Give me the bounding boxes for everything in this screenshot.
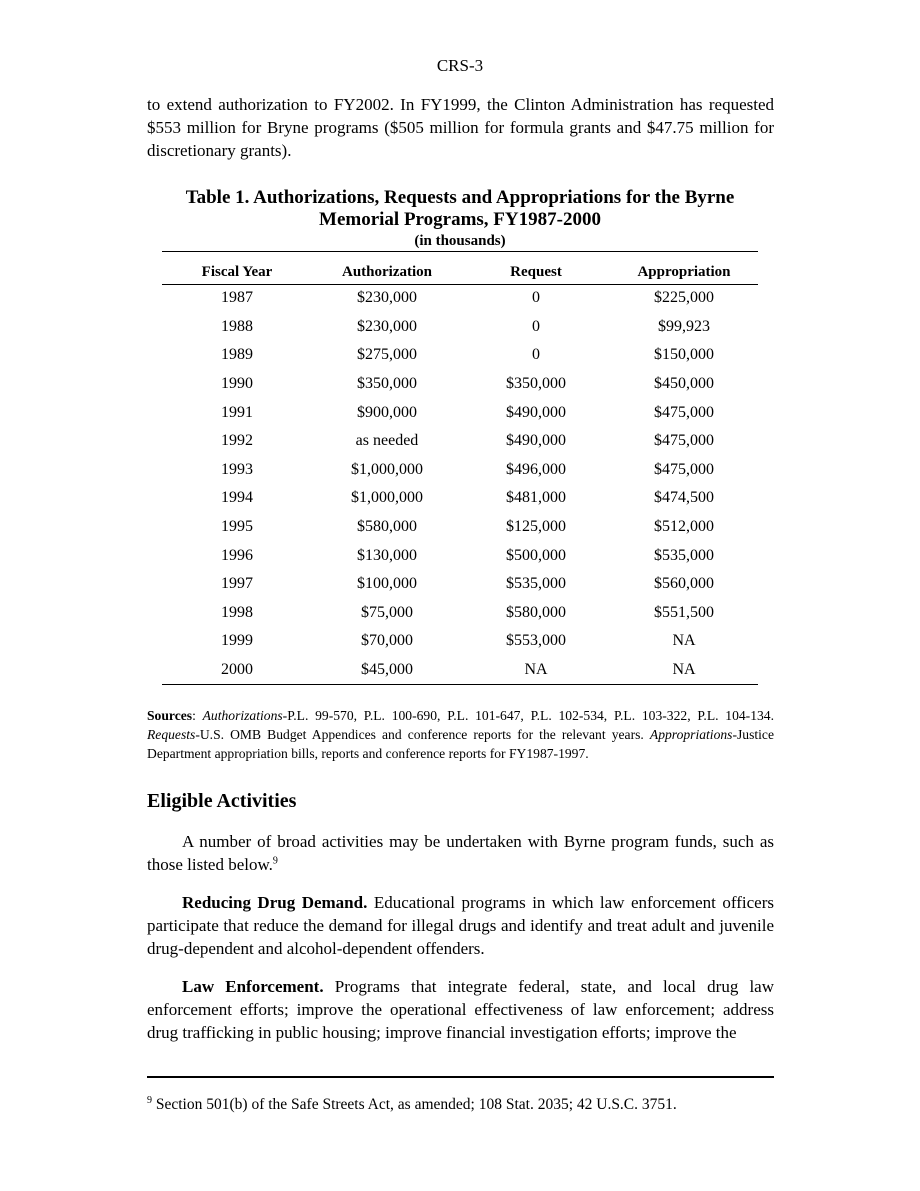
table-top-rule: [162, 251, 758, 252]
cell-appropriation: NA: [672, 632, 696, 650]
cell-fiscal-year: 2000: [221, 661, 253, 679]
sources-auth-label: Authorizations-: [202, 708, 288, 723]
footnote-reference: 9: [272, 855, 278, 867]
header-fiscal-year: Fiscal Year: [201, 264, 273, 280]
table-body: [162, 284, 758, 684]
table-row: [162, 398, 758, 427]
footnote: [147, 1096, 774, 1114]
cell-fiscal-year: 1987: [221, 289, 253, 307]
cell-appropriation: $475,000: [654, 460, 714, 478]
cell-request: $125,000: [506, 518, 566, 536]
table-title: Table 1. Authorizations, Requests and Appropriations for the Byrne Memorial Programs, FY1987-2000: [185, 187, 735, 230]
cell-authorization: $45,000: [361, 661, 413, 679]
table-row: [162, 570, 758, 599]
law-enforcement-title: Law Enforcement.: [182, 977, 324, 996]
law-enforcement-text: Programs that integrate federal, state, and local drug law enforcement efforts; improve the operational effectiveness of law enforcement; address drug trafficking in public housing; improve financial investigation efforts; improve the: [147, 977, 774, 1042]
cell-fiscal-year: 1999: [221, 632, 253, 650]
law-enforcement-paragraph: [147, 975, 774, 1044]
cell-fiscal-year: 1989: [221, 346, 253, 364]
table-row: [162, 513, 758, 542]
cell-appropriation: $99,923: [658, 317, 710, 335]
table-row: [162, 313, 758, 342]
intro-paragraph: to extend authorization to FY2002. In FY1999, the Clinton Administration has requested $553 million for Bryne programs ($505 million for formula grants and $47.75 million for discretionary grants).: [147, 95, 774, 160]
cell-authorization: $1,000,000: [351, 489, 423, 507]
cell-request: $490,000: [506, 403, 566, 421]
cell-authorization: $900,000: [357, 403, 417, 421]
header-authorization: Authorization: [342, 264, 432, 280]
eligible-intro-text: A number of broad activities may be undertaken with Byrne program funds, such as those listed below.: [147, 832, 774, 874]
sources-req-label: Requests-: [147, 727, 200, 742]
page-header: CRS-3: [436, 56, 484, 75]
cell-fiscal-year: 1990: [221, 375, 253, 393]
cell-request: $490,000: [506, 432, 566, 450]
sources-req-text: U.S. OMB Budget Appendices and conference reports for the relevant years.: [199, 727, 650, 742]
cell-authorization: $230,000: [357, 289, 417, 307]
cell-appropriation: $225,000: [654, 289, 714, 307]
cell-appropriation: $475,000: [654, 432, 714, 450]
header-appropriation: Appropriation: [637, 264, 731, 280]
cell-request: 0: [532, 289, 540, 307]
cell-appropriation: $474,500: [654, 489, 714, 507]
table-row: [162, 541, 758, 570]
header-request: Request: [510, 264, 562, 280]
footnote-separator: [147, 1076, 774, 1078]
cell-authorization: $75,000: [361, 603, 413, 621]
table-row: [162, 627, 758, 656]
cell-appropriation: $150,000: [654, 346, 714, 364]
cell-authorization: $275,000: [357, 346, 417, 364]
cell-fiscal-year: 1992: [221, 432, 253, 450]
cell-authorization: $130,000: [357, 546, 417, 564]
table-row: [162, 456, 758, 485]
footnote-text: Section 501(b) of the Safe Streets Act, as amended; 108 Stat. 2035; 42 U.S.C. 3751.: [152, 1096, 677, 1113]
cell-request: 0: [532, 346, 540, 364]
drug-demand-title: Reducing Drug Demand.: [182, 893, 368, 912]
table-row: [162, 656, 758, 685]
cell-request: $496,000: [506, 460, 566, 478]
cell-appropriation: $450,000: [654, 375, 714, 393]
table-header-row: [162, 261, 758, 284]
eligible-intro-paragraph: [147, 830, 774, 876]
cell-appropriation: $475,000: [654, 403, 714, 421]
cell-fiscal-year: 1997: [221, 575, 253, 593]
table-row: [162, 370, 758, 399]
drug-demand-text: Educational programs in which law enforcement officers participate that reduce the demand for illegal drugs and identify and treat adult and juvenile drug-dependent and alcohol-dependent offenders.: [147, 893, 774, 958]
sources-auth-text: P.L. 99-570, P.L. 100-690, P.L. 101-647, P.L. 102-534, P.L. 103-322, P.L. 104-134.: [287, 708, 774, 723]
cell-authorization: $1,000,000: [351, 460, 423, 478]
cell-appropriation: NA: [672, 661, 696, 679]
cell-appropriation: $560,000: [654, 575, 714, 593]
table-row: [162, 484, 758, 513]
table-row: [162, 284, 758, 313]
cell-appropriation: $535,000: [654, 546, 714, 564]
sources-approp-label: Appropriations-: [649, 727, 737, 742]
cell-fiscal-year: 1988: [221, 317, 253, 335]
table-row: [162, 341, 758, 370]
drug-demand-paragraph: [147, 891, 774, 960]
cell-fiscal-year: 1991: [221, 403, 253, 421]
table-row: [162, 427, 758, 456]
footnote-number: 9: [147, 1094, 152, 1106]
cell-fiscal-year: 1998: [221, 603, 253, 621]
cell-request: $481,000: [506, 489, 566, 507]
sources-approp-text: Justice Department appropriation bills, reports and conference reports for FY1987-1997.: [147, 727, 774, 761]
cell-request: 0: [532, 317, 540, 335]
cell-appropriation: $551,500: [654, 603, 714, 621]
cell-authorization: $580,000: [357, 518, 417, 536]
appropriations-table: [162, 261, 758, 684]
table-subtitle: (in thousands): [414, 233, 506, 249]
cell-appropriation: $512,000: [654, 518, 714, 536]
sources-note: Sources: Authorizations-P.L. 99-570, P.L. 100-690, P.L. 101-647, P.L. 102-534, P.L. 103-322, P.L. 104-134. Requests-U.S. OMB Budget Appendices and conference reports for the relevant years. Appropriations-Justice Department appropriation bills, reports and conference reports for FY1987-1997.: [147, 708, 774, 761]
cell-request: $535,000: [506, 575, 566, 593]
cell-fiscal-year: 1996: [221, 546, 253, 564]
sources-label: Sources: [147, 708, 193, 723]
section-heading-eligible-activities: Eligible Activities: [147, 790, 297, 812]
cell-request: NA: [524, 661, 548, 679]
cell-request: $553,000: [506, 632, 566, 650]
cell-request: $500,000: [506, 546, 566, 564]
cell-request: $580,000: [506, 603, 566, 621]
cell-authorization: $350,000: [357, 375, 417, 393]
cell-fiscal-year: 1993: [221, 460, 253, 478]
table-row: [162, 599, 758, 628]
cell-request: $350,000: [506, 375, 566, 393]
cell-authorization: $70,000: [361, 632, 413, 650]
cell-authorization: $100,000: [357, 575, 417, 593]
cell-authorization: as needed: [355, 432, 419, 450]
cell-fiscal-year: 1995: [221, 518, 253, 536]
cell-authorization: $230,000: [357, 317, 417, 335]
cell-fiscal-year: 1994: [221, 489, 253, 507]
